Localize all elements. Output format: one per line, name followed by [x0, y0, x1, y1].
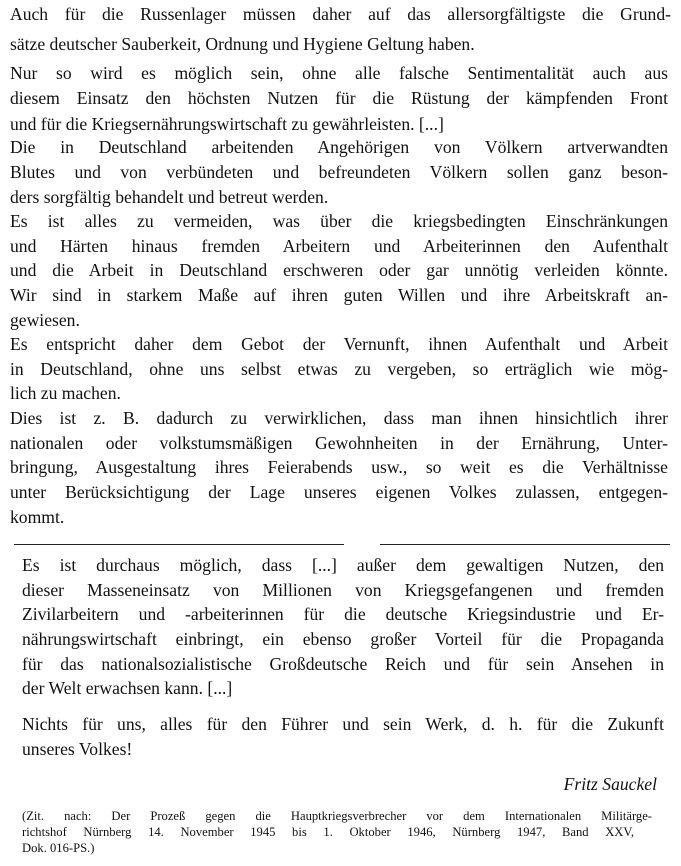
main-text-line: bringung, Ausgestaltung ihres Feierabends usw., so weit es die Verhältnisse: [10, 457, 668, 477]
main-text-line: lich zu machen.: [10, 383, 121, 403]
quote-line: Es ist durchaus möglich, dass [...] außer dem gewaltigen Nutzen, den: [22, 555, 664, 575]
divider-rule-right: [380, 544, 670, 545]
main-text-line: und die Arbeit in Deutschland erschweren oder gar unnötig verleiden könnte.: [10, 260, 668, 280]
main-text-line: Es entspricht daher dem Gebot der Vernunft, ihnen Aufenthalt und Arbeit: [10, 334, 668, 354]
divider-rule-left: [14, 544, 344, 545]
main-text-line: Auch für die Russenlager müssen daher auf das allersorgfältigste die Grund-: [10, 4, 671, 24]
main-text-line: gewiesen.: [10, 310, 80, 330]
main-text-line: Die in Deutschland arbeitenden Angehörigen von Völkern artverwandten: [10, 137, 668, 157]
main-text-line: und Härten hinaus fremden Arbeitern und Arbeiterinnen den Aufenthalt: [10, 236, 668, 256]
quote-line: für das nationalsozialistische Großdeutsche Reich und für sein Ansehen in: [22, 654, 664, 674]
citation-line: (Zit. nach: Der Prozeß gegen die Hauptkriegsverbrecher vor dem Internationalen Militärge-: [22, 809, 652, 823]
main-text-line: diesem Einsatz den höchsten Nutzen für die Rüstung der kämpfenden Front: [10, 88, 668, 108]
main-text-line: Wir sind in starkem Maße auf ihren guten Willen und ihre Arbeitskraft an-: [10, 285, 668, 305]
main-text-line: Nur so wird es möglich sein, ohne alle falsche Sentimentalität auch aus: [10, 63, 668, 83]
main-text-line: kommt.: [10, 507, 65, 527]
main-text-line: Dies ist z. B. dadurch zu verwirklichen, dass man ihnen hinsichtlich ihrer: [10, 408, 668, 428]
quote-line: unseres Volkes!: [22, 739, 133, 759]
main-text-line: sätze deutscher Sauberkeit, Ordnung und Hygiene Geltung haben.: [10, 34, 475, 54]
citation-line: richtshof Nürnberg 14. November 1945 bis 1. Oktober 1946, Nürnberg 1947, Band XXV,: [22, 825, 634, 839]
quote-line: der Welt erwachsen kann. [...]: [22, 678, 233, 698]
quote-line: nährungswirtschaft einbringt, ein ebenso großer Vorteil für die Propaganda: [22, 629, 664, 649]
main-text-line: in Deutschland, ohne uns selbst etwas zu vergeben, so erträglich wie mög-: [10, 359, 668, 379]
main-text-line: ders sorgfältig behandelt und betreut werden.: [10, 187, 329, 207]
main-text-line: Blutes und von verbündeten und befreundeten Völkern sollen ganz beson-: [10, 162, 668, 182]
main-text-line: Es ist alles zu vermeiden, was über die kriegsbedingten Einschränkungen: [10, 211, 668, 231]
main-text-line: nationalen oder volkstumsmäßigen Gewohnheiten in der Ernährung, Unter-: [10, 433, 668, 453]
quote-line: Zivilarbeitern und -arbeiterinnen für die deutsche Kriegsindustrie und Er-: [22, 604, 664, 624]
author-signature: Fritz Sauckel: [563, 774, 657, 794]
main-text-line: und für die Kriegsernährungswirtschaft zu gewährleisten. [...]: [10, 114, 444, 134]
citation-line: Dok. 016-PS.): [22, 841, 95, 855]
main-text-line: unter Berücksichtigung der Lage unseres eigenen Volkes zulassen, entgegen-: [10, 482, 668, 502]
quote-line: Nichts für uns, alles für den Führer und sein Werk, d. h. für die Zukunft: [22, 714, 664, 734]
quote-line: dieser Masseneinsatz von Millionen von Kriegsgefangenen und fremden: [22, 580, 664, 600]
